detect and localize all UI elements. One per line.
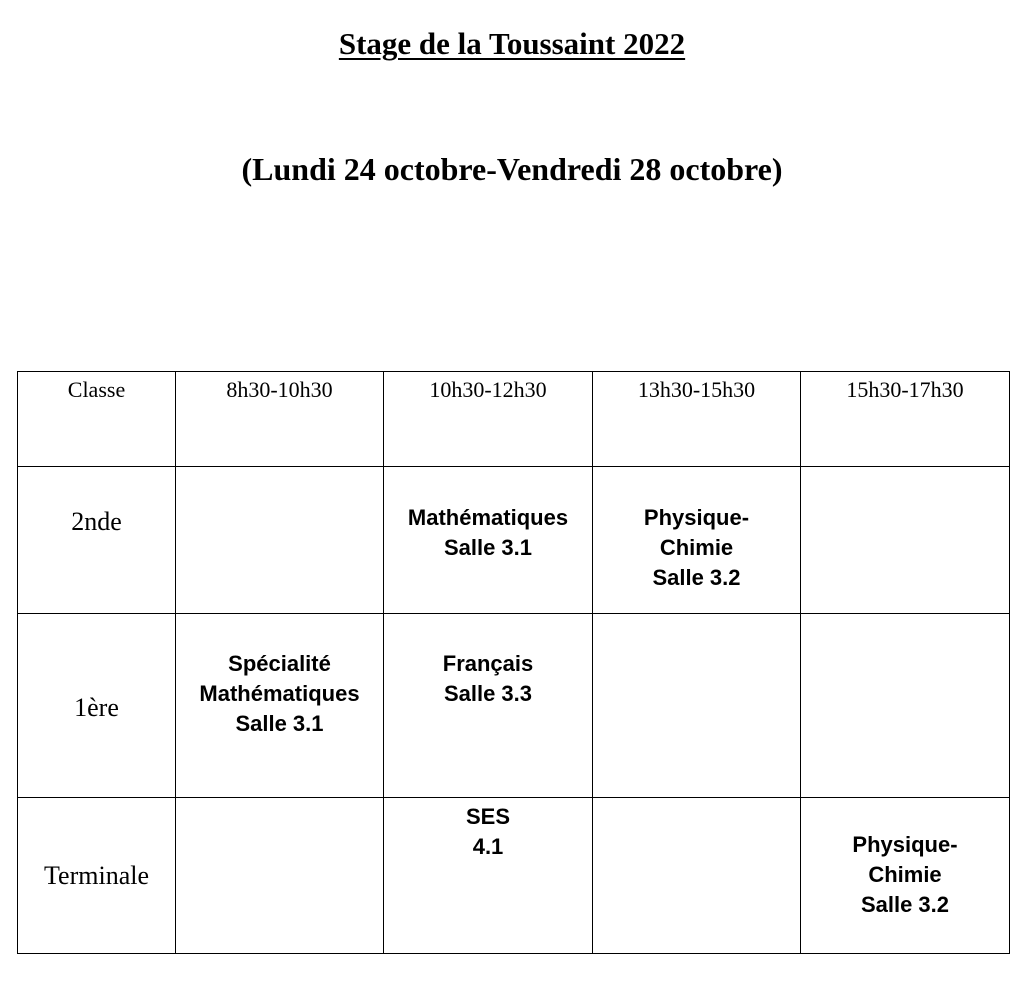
room-line: 4.1 xyxy=(472,834,504,859)
cell-terminale-slot-2 xyxy=(384,798,593,954)
course-line: SES xyxy=(465,804,511,829)
class-label-terminale: Terminale xyxy=(18,798,176,954)
class-label-2nde: 2nde xyxy=(18,467,176,614)
cell-1ere-slot-1 xyxy=(176,614,384,798)
header-slot-1: 8h30-10h30 xyxy=(176,372,384,467)
course-line: Mathématiques xyxy=(199,681,360,706)
cell-2nde-slot-2 xyxy=(384,467,593,614)
course-line: Physique- xyxy=(852,832,958,857)
room-line: Salle 3.1 xyxy=(443,535,533,560)
table-row-1ere xyxy=(18,614,1010,798)
schedule-table xyxy=(17,371,1010,954)
date-range-subtitle: (Lundi 24 octobre-Vendredi 28 octobre) xyxy=(241,151,783,187)
cell-1ere-slot-3 xyxy=(593,614,801,798)
class-label-1ere: 1ère xyxy=(18,614,176,798)
header-row xyxy=(18,372,1010,467)
cell-terminale-slot-4 xyxy=(801,798,1010,954)
header-classe: Classe xyxy=(18,372,176,467)
cell-1ere-slot-2 xyxy=(384,614,593,798)
course-line: Mathématiques xyxy=(407,505,569,530)
header-slot-3: 13h30-15h30 xyxy=(593,372,801,467)
header-slot-4: 15h30-17h30 xyxy=(801,372,1010,467)
course-line: Chimie xyxy=(659,535,734,560)
room-line: Salle 3.2 xyxy=(652,565,741,590)
course-line: Physique- xyxy=(643,505,750,530)
cell-2nde-slot-1 xyxy=(176,467,384,614)
room-line: Salle 3.3 xyxy=(443,681,533,706)
course-line: Français xyxy=(442,651,534,676)
cell-2nde-slot-3 xyxy=(593,467,801,614)
course-line: Chimie xyxy=(868,862,942,887)
course-line: Spécialité xyxy=(228,651,331,676)
table-row-terminale xyxy=(18,798,1010,954)
cell-2nde-slot-4 xyxy=(801,467,1010,614)
table-row-2nde xyxy=(18,467,1010,614)
room-line: Salle 3.2 xyxy=(860,892,950,917)
room-line: Salle 3.1 xyxy=(235,711,324,736)
cell-terminale-slot-1 xyxy=(176,798,384,954)
cell-1ere-slot-4 xyxy=(801,614,1010,798)
header-slot-2: 10h30-12h30 xyxy=(384,372,593,467)
cell-terminale-slot-3 xyxy=(593,798,801,954)
page-title: Stage de la Toussaint 2022 xyxy=(338,26,686,61)
